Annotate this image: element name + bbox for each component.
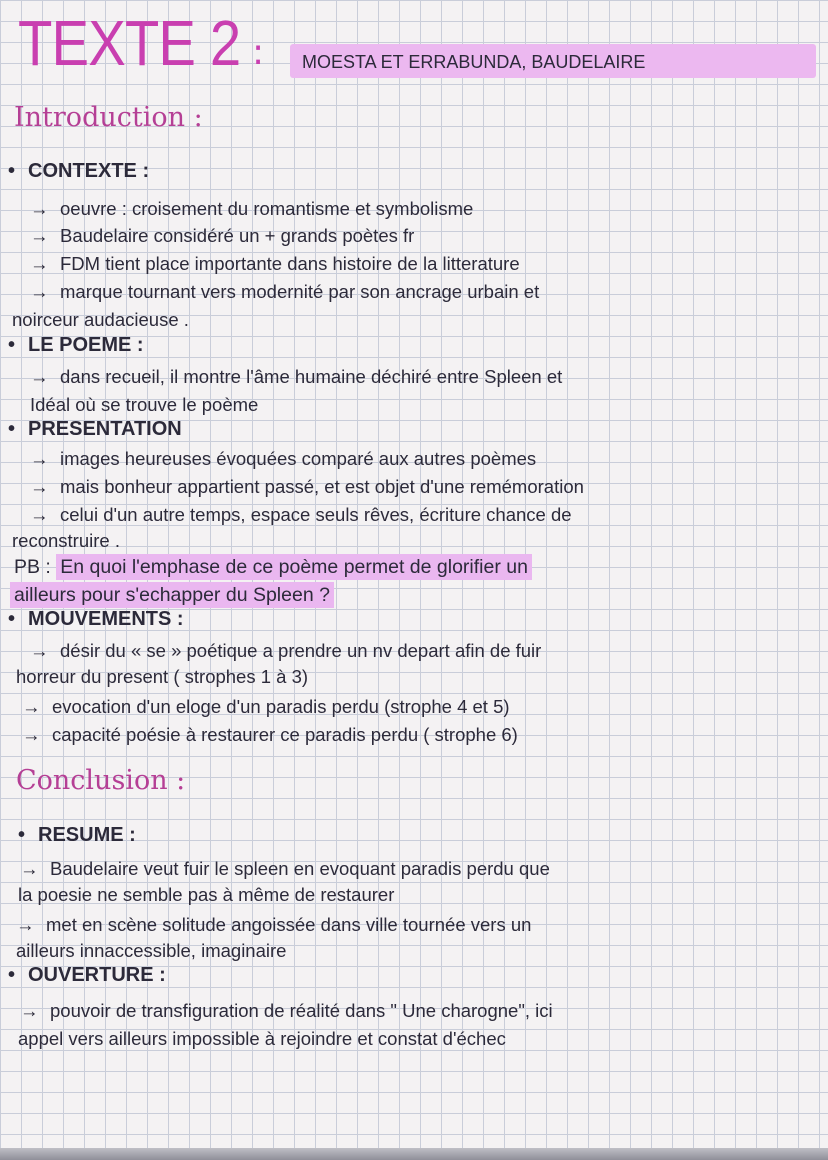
mouvements-line: → evocation d'un eloge d'un paradis perdu (strophe 4 et 5) xyxy=(22,696,510,717)
arrow-icon: → xyxy=(30,225,49,246)
presentation-line: reconstruire . xyxy=(12,530,120,551)
pb-highlight: En quoi l'emphase de ce poème permet de glorifier un xyxy=(56,554,532,580)
mouvements-line: horreur du present ( strophes 1 à 3) xyxy=(16,666,309,687)
resume-line: → met en scène solitude angoissée dans ville tournée vers un xyxy=(16,914,532,935)
arrow-icon: → xyxy=(30,366,49,387)
resume-line: → Baudelaire veut fuir le spleen en evoquant paradis perdu que xyxy=(20,858,550,879)
contexte-line: noirceur audacieuse . xyxy=(12,309,189,330)
contexte-label: • CONTEXTE : xyxy=(8,160,149,183)
presentation-line: → images heureuses évoquées comparé aux autres poèmes xyxy=(30,448,537,469)
ouverture-line: → pouvoir de transfiguration de réalité dans " Une charogne", ici xyxy=(20,1000,553,1021)
arrow-icon: → xyxy=(20,858,39,879)
subtitle-highlight xyxy=(290,44,816,78)
contexte-line: → marque tournant vers modernité par son ancrage urbain et xyxy=(30,281,540,302)
poeme-line: → dans recueil, il montre l'âme humaine déchiré entre Spleen et xyxy=(30,366,563,387)
arrow-icon: → xyxy=(30,198,49,219)
subtitle-text: MOESTA ET ERRABUNDA, BAUDELAIRE xyxy=(302,52,646,72)
resume-line: la poesie ne semble pas à même de restaurer xyxy=(18,884,395,905)
poeme-line: Idéal où se trouve le poème xyxy=(30,394,259,415)
mouvements-line: → capacité poésie à restaurer ce paradis perdu ( strophe 6) xyxy=(22,724,518,745)
arrow-icon: → xyxy=(22,696,41,717)
introduction-heading: Introduction : xyxy=(14,102,203,133)
arrow-icon: → xyxy=(16,914,35,935)
poeme-label: • LE POEME : xyxy=(8,334,144,357)
arrow-icon: → xyxy=(20,1000,39,1021)
problematique-line2 xyxy=(10,584,334,607)
mouvements-label: • MOUVEMENTS : xyxy=(8,608,184,631)
page-bottom-edge xyxy=(0,1148,828,1160)
arrow-icon: → xyxy=(30,448,49,469)
arrow-icon: → xyxy=(30,504,49,525)
contexte-line: → Baudelaire considéré un + grands poètes fr xyxy=(30,225,415,246)
pb-highlight: ailleurs pour s'echapper du Spleen ? xyxy=(10,582,334,608)
ouverture-line: appel vers ailleurs impossible à rejoindre et constat d'échec xyxy=(18,1028,506,1049)
arrow-icon: → xyxy=(22,724,41,745)
presentation-line: → mais bonheur appartient passé, et est objet d'une remémoration xyxy=(30,476,584,497)
resume-label: • RESUME : xyxy=(18,824,136,847)
arrow-icon: → xyxy=(30,476,49,497)
conclusion-heading: Conclusion : xyxy=(16,765,186,796)
ouverture-label: • OUVERTURE : xyxy=(8,964,166,987)
page-title: TEXTE 2 xyxy=(18,7,241,79)
contexte-line: → FDM tient place importante dans histoire de la litterature xyxy=(30,253,520,274)
pb-prefix: PB : xyxy=(14,556,51,578)
contexte-line: → oeuvre : croisement du romantisme et symbolisme xyxy=(30,198,474,219)
arrow-icon: → xyxy=(30,640,49,661)
arrow-icon: → xyxy=(30,253,49,274)
problematique xyxy=(14,556,532,579)
mouvements-line: → désir du « se » poétique a prendre un nv depart afin de fuir xyxy=(30,640,542,661)
presentation-label: • PRESENTATION xyxy=(8,418,182,441)
presentation-line: → celui d'un autre temps, espace seuls rêves, écriture chance de xyxy=(30,504,572,525)
resume-line: ailleurs innaccessible, imaginaire xyxy=(16,940,287,961)
arrow-icon: → xyxy=(30,281,49,302)
title-colon: : xyxy=(252,32,265,73)
